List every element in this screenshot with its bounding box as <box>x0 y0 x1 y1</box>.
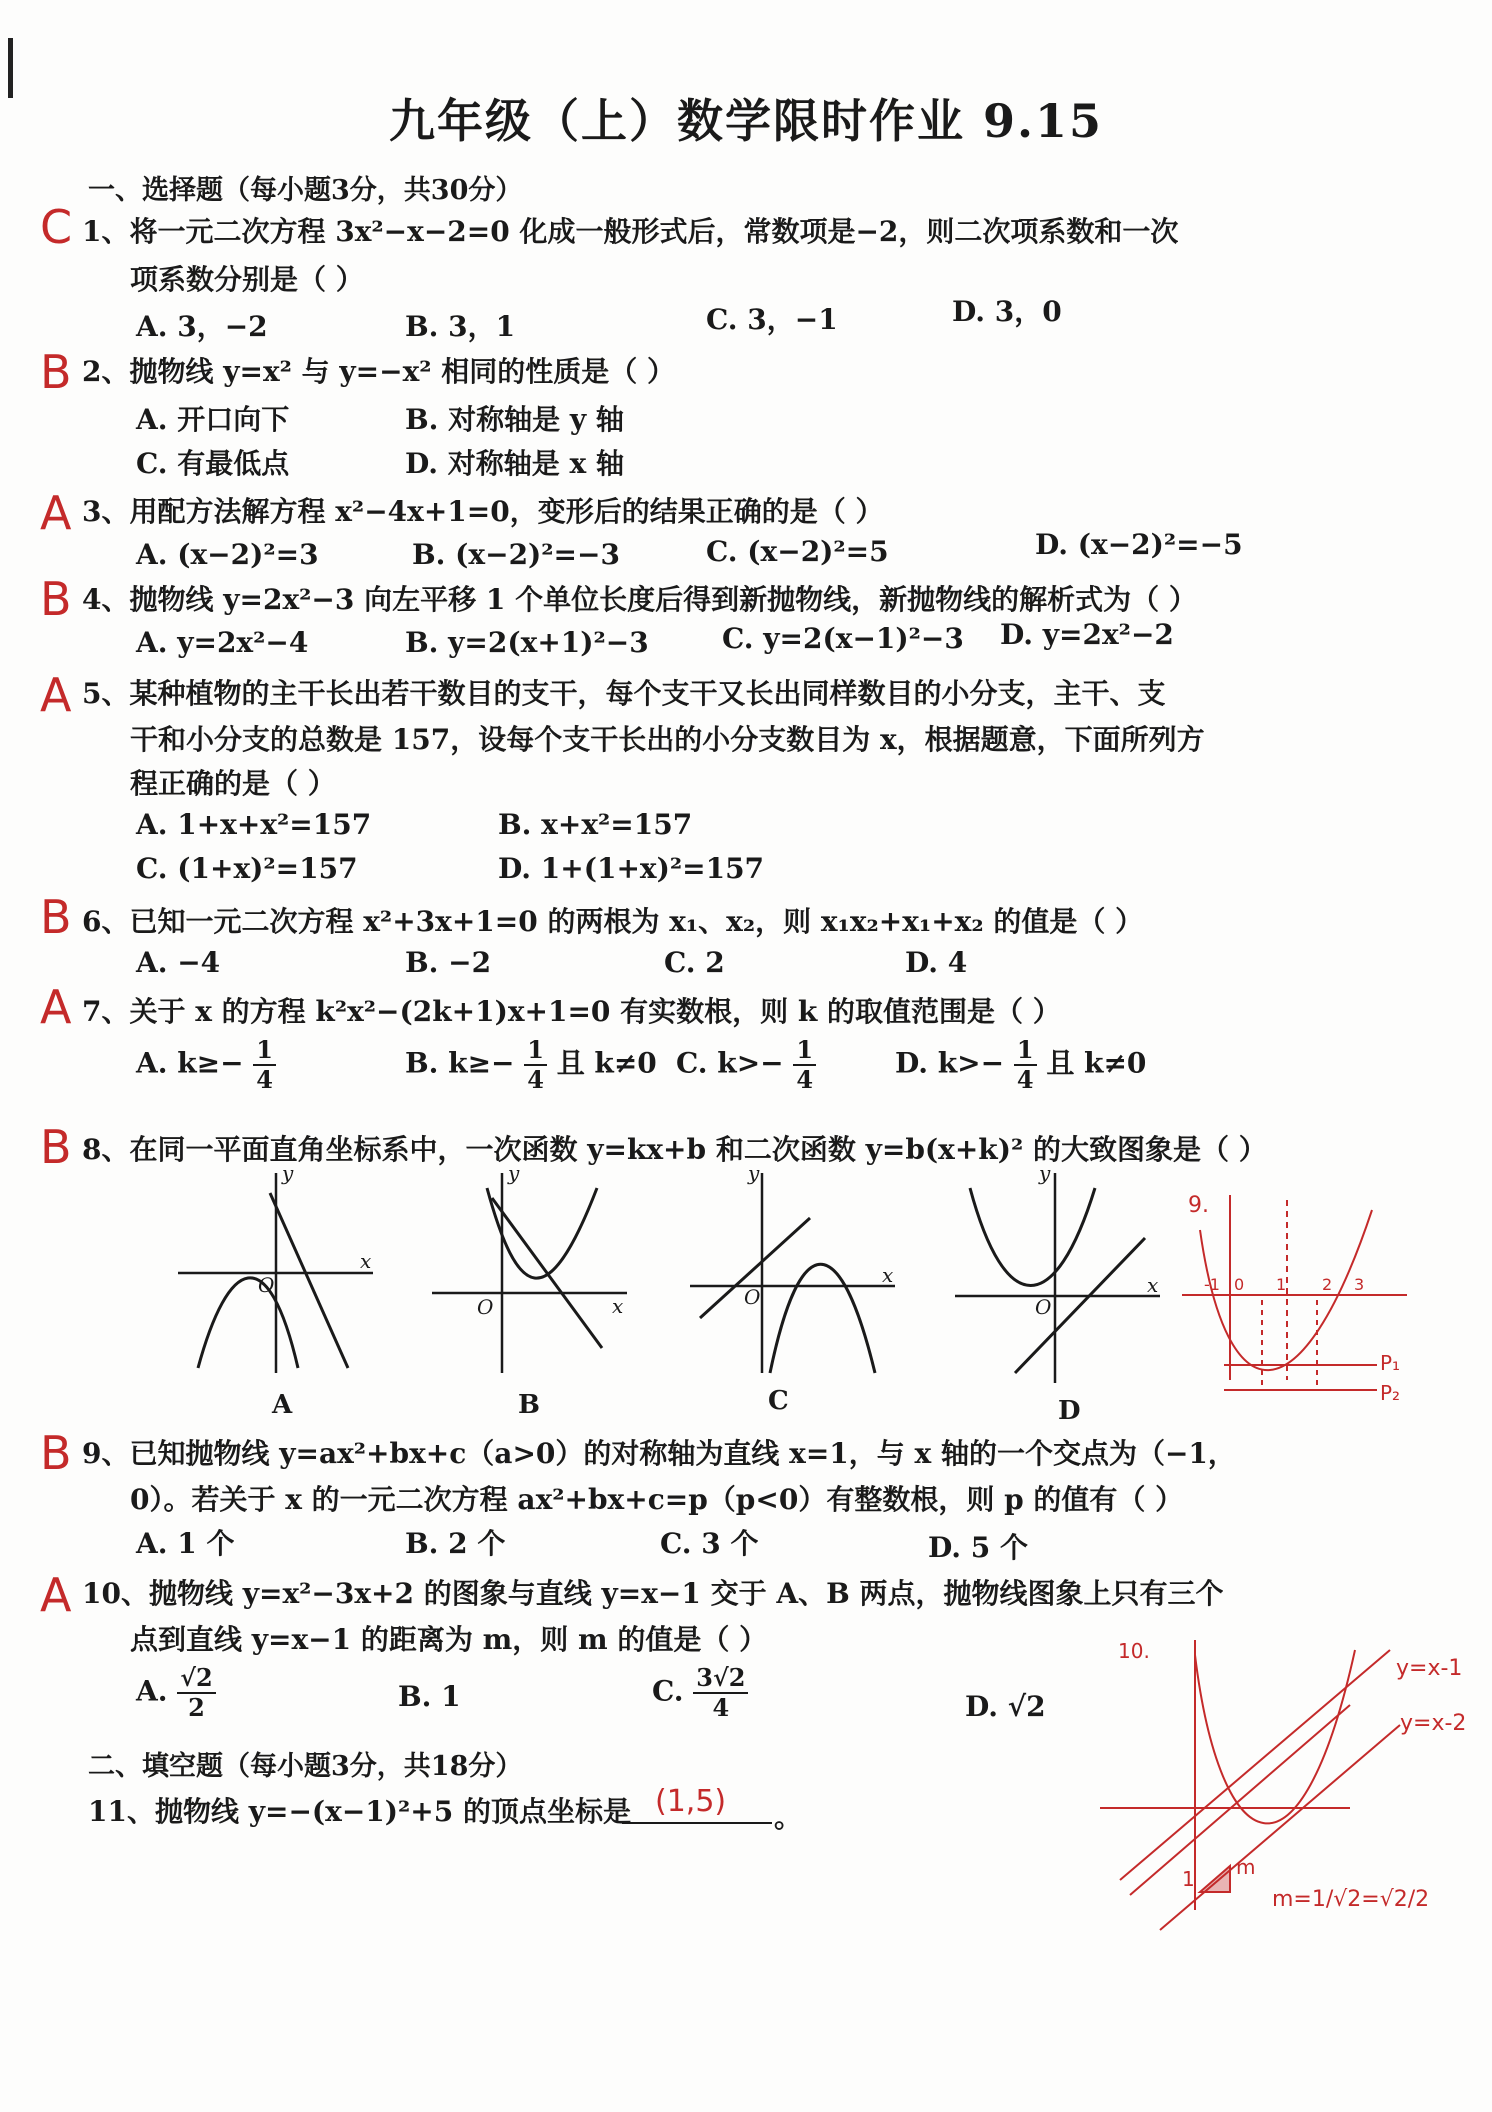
note-p1: P₁ <box>1380 1351 1401 1375</box>
q3-option-a: A. (x−2)²=3 <box>136 538 319 571</box>
q9-stem-cont: 0）。若关于 x 的一元二次方程 ax²+bx+c=p（p<0）有整数根，则 p 的值有（ ） <box>130 1483 1184 1516</box>
x-label: x <box>612 1294 624 1318</box>
q10-option-c <box>652 1664 748 1722</box>
parabola <box>970 1188 1095 1286</box>
note-one-label: 1 <box>1182 1867 1195 1891</box>
q7-option-c <box>676 1036 816 1094</box>
q4-option-d: D. y=2x²−2 <box>1000 618 1174 651</box>
q9-option-a: A. 1 个 <box>136 1527 235 1560</box>
q10-note-sketch <box>1100 1630 1470 1920</box>
q8-stem: 8、在同一平面直角坐标系中，一次函数 y=kx+b 和二次函数 y=b(x+k)² 的大致图象是（ ） <box>82 1133 1267 1166</box>
q11-end-mark: 。 <box>774 1801 803 1834</box>
q10-option-c-fraction <box>693 1664 748 1722</box>
q7-option-c-fraction <box>793 1036 816 1094</box>
frac-denominator: 4 <box>256 1065 273 1094</box>
section-1-heading: 一、选择题（每小题3分，共30分） <box>88 175 523 206</box>
q6-stem: 6、已知一元二次方程 x²+3x+1=0 的两根为 x₁、x₂，则 x₁x₂+x₁+x₂ 的值是（ ） <box>82 905 1144 938</box>
x-label: x <box>882 1263 894 1287</box>
q8-caption-c: C <box>768 1386 789 1416</box>
q7-option-a-text: A. k≥− <box>136 1046 244 1080</box>
x-label: x <box>1147 1273 1159 1297</box>
q8-graph-d <box>955 1161 1165 1388</box>
q1-answer-mark: C <box>40 200 73 254</box>
y-label: y <box>748 1161 760 1185</box>
q5-stem: 5、某种植物的主干长出若干数目的支干，每个支干又长出同样数目的小分支，主干、支 <box>82 677 1166 710</box>
q8-caption-a: A <box>272 1390 293 1420</box>
q11-answer-fill: (1,5) <box>655 1784 727 1819</box>
q3-option-b: B. (x−2)²=−3 <box>412 538 620 571</box>
q8-caption-b: B <box>518 1390 540 1420</box>
note-shaded-triangle <box>1200 1866 1230 1892</box>
q5-stem-cont: 干和小分支的总数是 157，设每个支干长出的小分支数目为 x，根据题意，下面所列方 <box>130 723 1205 756</box>
q10-option-d: D. √2 <box>965 1690 1046 1723</box>
q4-option-a: A. y=2x²−4 <box>136 626 309 659</box>
q8-graph-a <box>178 1161 378 1378</box>
q1-option-a: A. 3，−2 <box>136 310 268 343</box>
origin-label: O <box>258 1273 275 1297</box>
page-title: 九年级（上）数学限时作业 9.15 <box>388 94 1104 148</box>
parabola <box>198 1278 298 1368</box>
y-label: y <box>282 1161 294 1185</box>
q11-blank-line <box>622 1822 772 1824</box>
q1-option-c: C. 3，−1 <box>706 303 838 336</box>
q4-option-b: B. y=2(x+1)²−3 <box>405 626 649 659</box>
origin-label: O <box>744 1285 761 1309</box>
q7-option-d-text: D. k>− <box>895 1046 1005 1080</box>
q7-option-a <box>136 1036 276 1094</box>
note-tick: 0 <box>1234 1275 1245 1294</box>
frac-denominator: 4 <box>1016 1065 1034 1094</box>
line <box>270 1193 348 1368</box>
origin-label: O <box>1035 1295 1052 1319</box>
q7-option-b <box>405 1036 657 1094</box>
q1-option-d: D. 3，0 <box>952 295 1062 328</box>
q5-stem-end: 程正确的是（ ） <box>130 767 336 800</box>
q7-stem: 7、关于 x 的方程 k²x²−(2k+1)x+1=0 有实数根，则 k 的取值范围是（ ） <box>82 995 1061 1028</box>
q1-stem-cont: 项系数分别是（ ） <box>130 263 364 296</box>
frac-numerator: √2 <box>177 1664 215 1694</box>
q8-graph-c <box>690 1161 900 1378</box>
q2-option-b: B. 对称轴是 y 轴 <box>405 403 624 436</box>
q7-option-d <box>895 1036 1146 1094</box>
q7-option-b-fraction <box>524 1036 547 1094</box>
note-tick: 1 <box>1276 1275 1287 1294</box>
note-tick: -1 <box>1204 1275 1220 1294</box>
q10-option-a-text: A. <box>136 1674 168 1708</box>
q6-answer-mark: B <box>40 890 72 944</box>
line <box>492 1198 602 1348</box>
y-label: y <box>1039 1161 1051 1185</box>
q3-option-d: D. (x−2)²=−5 <box>1035 528 1243 561</box>
q4-answer-mark: B <box>40 572 72 626</box>
q5-answer-mark: A <box>40 668 72 722</box>
note-tick: 2 <box>1322 1275 1333 1294</box>
q7-option-b-cond: 且 k≠0 <box>556 1046 657 1080</box>
q10-answer-mark: A <box>40 1568 72 1622</box>
q10-stem: 10、抛物线 y=x²−3x+2 的图象与直线 y=x−1 交于 A、B 两点，抛物线图象上只有三个 <box>82 1577 1224 1610</box>
q7-option-d-fraction <box>1014 1036 1037 1094</box>
q10-option-b: B. 1 <box>398 1680 461 1713</box>
frac-denominator: 4 <box>712 1693 730 1722</box>
q4-stem: 4、抛物线 y=2x²−3 向左平移 1 个单位长度后得到新抛物线，新抛物线的解析式为（ ） <box>82 583 1197 616</box>
q4-option-c: C. y=2(x−1)²−3 <box>722 622 964 655</box>
q9-note-sketch <box>1182 1190 1412 1440</box>
q3-stem: 3、用配方法解方程 x²−4x+1=0，变形后的结果正确的是（ ） <box>82 495 884 528</box>
q6-option-a: A. −4 <box>136 946 221 979</box>
note-parabola <box>1195 1650 1355 1823</box>
note-label: 10. <box>1118 1639 1150 1663</box>
frac-denominator: 4 <box>527 1065 544 1094</box>
note-m-label: m <box>1236 1855 1256 1879</box>
q9-option-c: C. 3 个 <box>660 1527 759 1560</box>
origin-label: O <box>477 1295 494 1319</box>
q6-option-c: C. 2 <box>664 946 725 979</box>
y-label: y <box>508 1161 520 1185</box>
q7-option-c-text: C. k>− <box>676 1046 784 1080</box>
q2-option-d: D. 对称轴是 x 轴 <box>405 447 624 480</box>
frac-numerator: 1 <box>524 1036 547 1066</box>
frac-denominator: 2 <box>188 1693 205 1722</box>
frac-numerator: 1 <box>253 1036 276 1066</box>
q3-option-c: C. (x−2)²=5 <box>706 535 889 568</box>
q2-option-c: C. 有最低点 <box>136 447 290 480</box>
frac-denominator: 4 <box>796 1065 814 1094</box>
note-label: 9. <box>1188 1193 1209 1218</box>
q5-option-a: A. 1+x+x²=157 <box>136 808 372 841</box>
q10-option-c-text: C. <box>652 1674 684 1708</box>
q1-option-b: B. 3，1 <box>405 310 516 343</box>
q9-option-d: D. 5 个 <box>928 1531 1029 1564</box>
parabola <box>770 1264 875 1373</box>
frac-numerator: 1 <box>1014 1036 1037 1066</box>
section-2-heading: 二、填空题（每小题3分，共18分） <box>88 1751 523 1782</box>
q10-option-a <box>136 1664 216 1722</box>
note-p2: P₂ <box>1380 1381 1401 1405</box>
q5-option-c: C. (1+x)²=157 <box>136 852 358 885</box>
q6-option-d: D. 4 <box>905 946 968 979</box>
q10-stem-cont: 点到直线 y=x−1 的距离为 m，则 m 的值是（ ） <box>130 1623 768 1656</box>
q2-option-a: A. 开口向下 <box>136 403 290 436</box>
q2-stem: 2、抛物线 y=x² 与 y=−x² 相同的性质是（ ） <box>82 355 676 388</box>
q10-option-a-fraction <box>177 1664 215 1722</box>
q8-graph-b <box>432 1161 632 1378</box>
q9-stem: 9、已知抛物线 y=ax²+bx+c（a>0）的对称轴为直线 x=1，与 x 轴的一个交点为（−1， <box>82 1437 1236 1470</box>
q8-answer-mark: B <box>40 1120 72 1174</box>
x-label: x <box>360 1249 372 1273</box>
q9-answer-mark: B <box>40 1426 72 1480</box>
note-line-2-label: y=x-2 <box>1400 1711 1467 1736</box>
frac-numerator: 3√2 <box>693 1664 748 1694</box>
q1-stem: 1、将一元二次方程 3x²−x−2=0 化成一般形式后，常数项是−2，则二次项系数和一次 <box>82 215 1179 248</box>
q2-answer-mark: B <box>40 345 72 399</box>
q7-option-b-text: B. k≥− <box>405 1046 515 1080</box>
note-line-y-x-1 <box>1120 1650 1390 1880</box>
q7-option-a-fraction <box>253 1036 276 1094</box>
frac-numerator: 1 <box>793 1036 816 1066</box>
q6-option-b: B. −2 <box>405 946 492 979</box>
q9-option-b: B. 2 个 <box>405 1527 506 1560</box>
note-tick: 3 <box>1354 1275 1365 1294</box>
q7-answer-mark: A <box>40 980 72 1034</box>
q8-caption-d: D <box>1058 1396 1081 1426</box>
q3-answer-mark: A <box>40 486 72 540</box>
q7-option-d-cond: 且 k≠0 <box>1046 1046 1147 1080</box>
note-m-formula: m=1/√2=√2/2 <box>1272 1887 1430 1912</box>
q5-option-d: D. 1+(1+x)²=157 <box>498 852 765 885</box>
q5-option-b: B. x+x²=157 <box>498 808 693 841</box>
q11-stem: 11、抛物线 y=−(x−1)²+5 的顶点坐标是 <box>88 1795 631 1828</box>
note-line-1-label: y=x-1 <box>1396 1656 1463 1681</box>
